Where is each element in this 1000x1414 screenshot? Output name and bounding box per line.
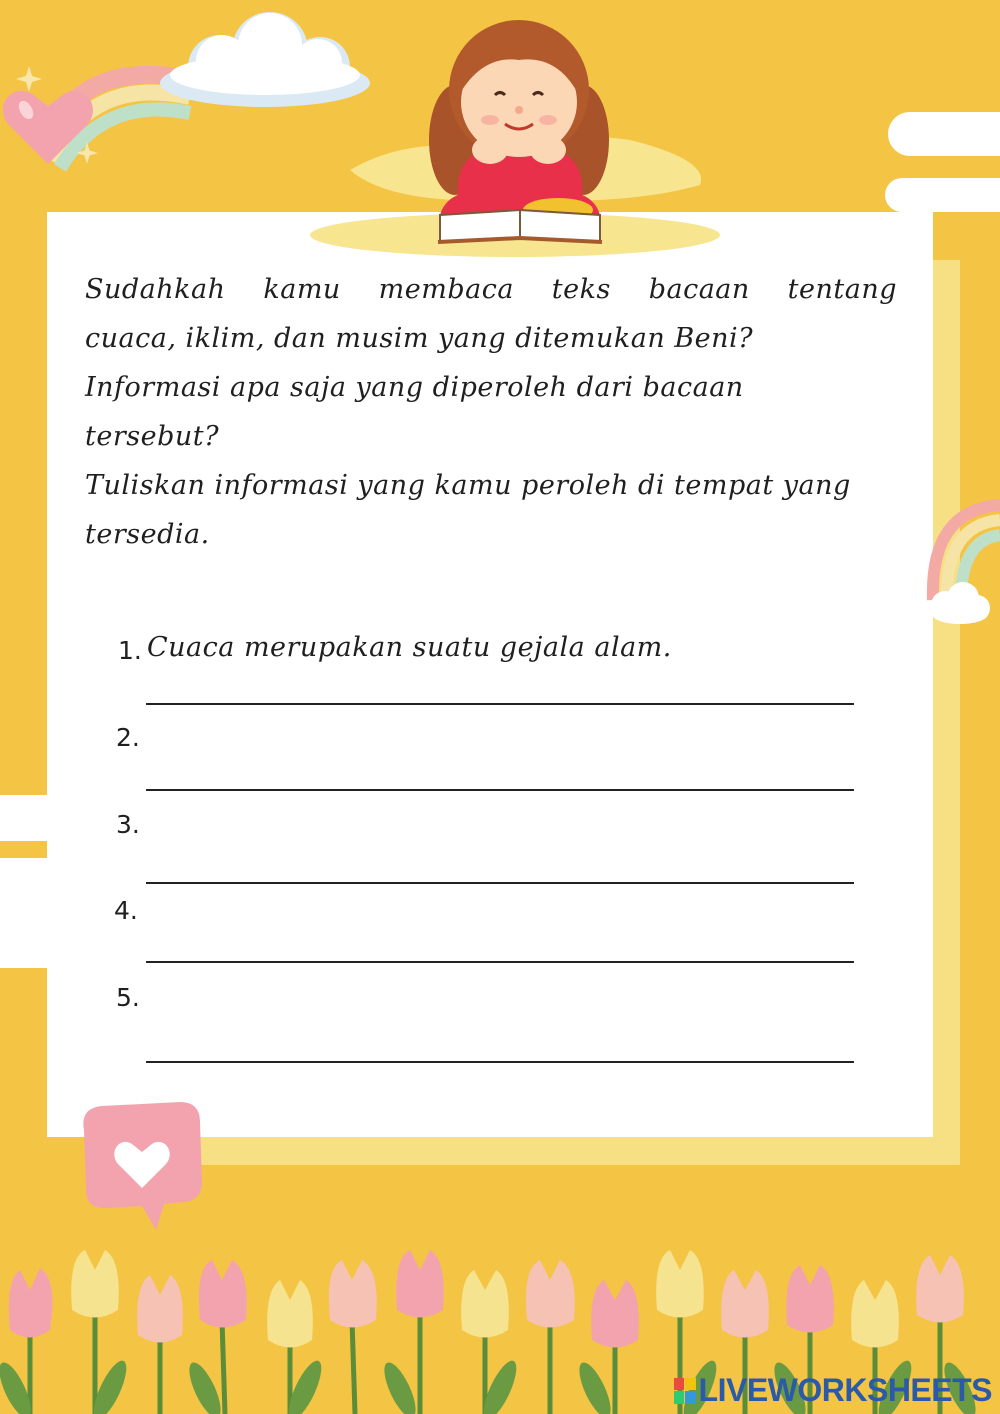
- answer-line-4[interactable]: [146, 961, 854, 963]
- rainbow-icon: [915, 490, 1000, 640]
- brand-logo-icon: [674, 1378, 696, 1404]
- sparkle-icon: [16, 66, 42, 92]
- answer-line-3[interactable]: [146, 882, 854, 884]
- brand-watermark: [674, 1372, 992, 1409]
- instruction-line-2: cuaca, iklim, dan musim yang ditemukan Beni?: [85, 323, 754, 354]
- answer-number-4: 4.: [114, 896, 138, 925]
- answer-line-2[interactable]: [146, 789, 854, 791]
- decor-stripe-top-right: [888, 112, 1000, 156]
- answer-number-3: 3.: [116, 810, 140, 839]
- answer-number-5: 5.: [116, 983, 140, 1012]
- answer-line-5[interactable]: [146, 1061, 854, 1063]
- heart-speech-bubble-icon: [72, 1100, 212, 1240]
- instruction-line-5: Tuliskan informasi yang kamu peroleh di tempat yang: [85, 470, 851, 501]
- instruction-line-1: Sudahkah kamu membaca teks bacaan tentang: [85, 274, 897, 305]
- instruction-line-6: tersedia.: [85, 519, 210, 550]
- instruction-line-3: Informasi apa saja yang diperoleh dari bacaan: [85, 372, 744, 403]
- answer-number-2: 2.: [116, 723, 140, 752]
- answer-number-1: 1.: [118, 636, 142, 665]
- tulip-flowers: [9, 1250, 964, 1348]
- girl-reading-illustration: [300, 10, 740, 255]
- decor-stripe-top-right-2: [885, 178, 1000, 212]
- instructions: [85, 265, 897, 559]
- instruction-line-4: tersebut?: [85, 421, 220, 452]
- brand-name: LIVEWORKSHEETS: [698, 1372, 992, 1408]
- answer-text-1[interactable]: Cuaca merupakan suatu gejala alam.: [147, 632, 672, 663]
- sparkle-icon: [76, 142, 98, 164]
- answer-line-1[interactable]: [146, 703, 854, 705]
